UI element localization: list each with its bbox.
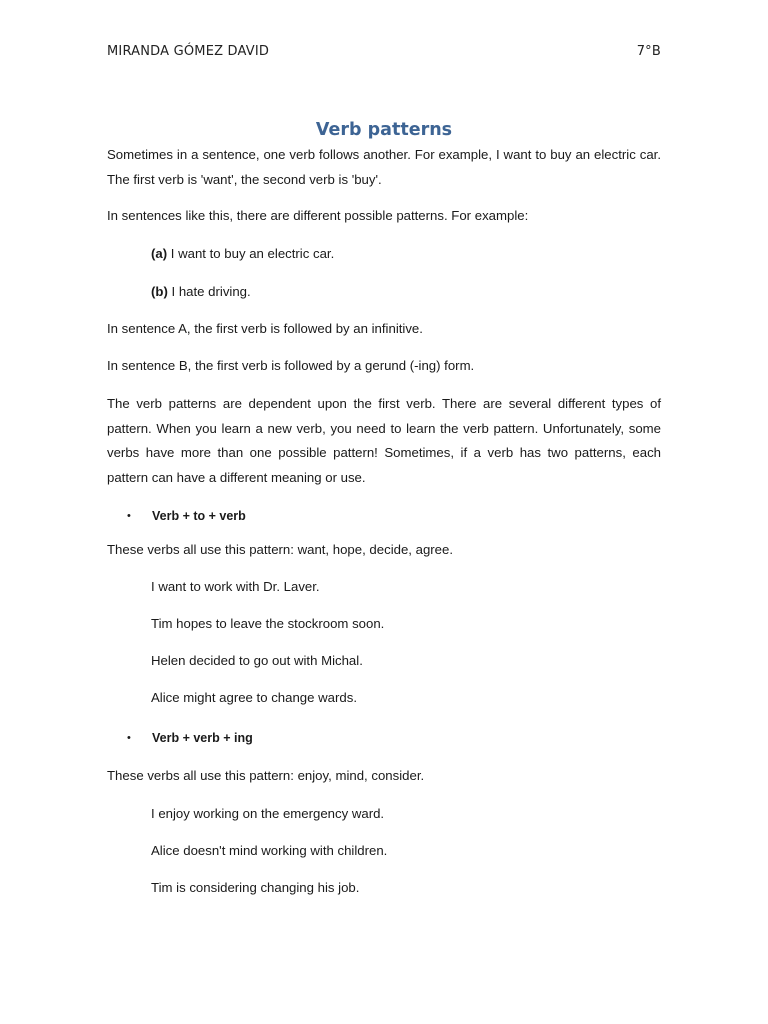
section2-lead: These verbs all use this pattern: enjoy, mind, consider.	[107, 768, 425, 783]
bullet-icon: •	[127, 732, 131, 744]
section2-example: Tim is considering changing his job.	[151, 880, 360, 895]
page-title: Verb patterns	[315, 120, 453, 140]
intro-paragraph-2: In sentences like this, there are different possible patterns. For example:	[107, 208, 529, 223]
example-b	[151, 280, 251, 305]
bullet-icon: •	[127, 510, 131, 522]
section1-example: Tim hopes to leave the stockroom soon.	[151, 616, 385, 631]
section1-heading: Verb + to + verb	[152, 509, 246, 523]
example-a	[151, 242, 334, 267]
example-a-label: (a)	[151, 246, 168, 261]
section1-lead: These verbs all use this pattern: want, hope, decide, agree.	[107, 542, 454, 557]
intro-paragraph-1: Sometimes in a sentence, one verb follows another. For example, I want to buy an electric car. The first verb is 'want', the second verb is 'buy'.	[107, 147, 661, 187]
intro-paragraph-4: In sentence B, the first verb is followed by a gerund (-ing) form.	[107, 358, 475, 373]
author-name: MIRANDA GÓMEZ DAVID	[107, 44, 270, 59]
example-a-text: I want to buy an electric car.	[167, 246, 335, 261]
class-label: 7°B	[636, 44, 661, 59]
intro-paragraph-3: In sentence A, the first verb is followed by an infinitive.	[107, 321, 423, 336]
section2-example: I enjoy working on the emergency ward.	[151, 806, 385, 821]
example-b-label: (b)	[151, 284, 168, 299]
page-header	[107, 44, 661, 59]
intro-paragraph-5: The verb patterns are dependent upon the first verb. There are several different types of pattern. When you learn a new verb, you need to learn the verb pattern. Unfortunately, some verbs have more than one possible pattern! Sometimes, if a verb has two patterns, each pattern can have a different meaning or use.	[107, 396, 661, 485]
section1-example: Alice might agree to change wards.	[151, 690, 357, 705]
section2-heading: Verb + verb + ing	[152, 731, 253, 745]
section1-example: I want to work with Dr. Laver.	[151, 579, 320, 594]
example-b-text: I hate driving.	[167, 284, 251, 299]
section1-example: Helen decided to go out with Michal.	[151, 653, 363, 668]
section2-example: Alice doesn't mind working with children.	[151, 843, 388, 858]
